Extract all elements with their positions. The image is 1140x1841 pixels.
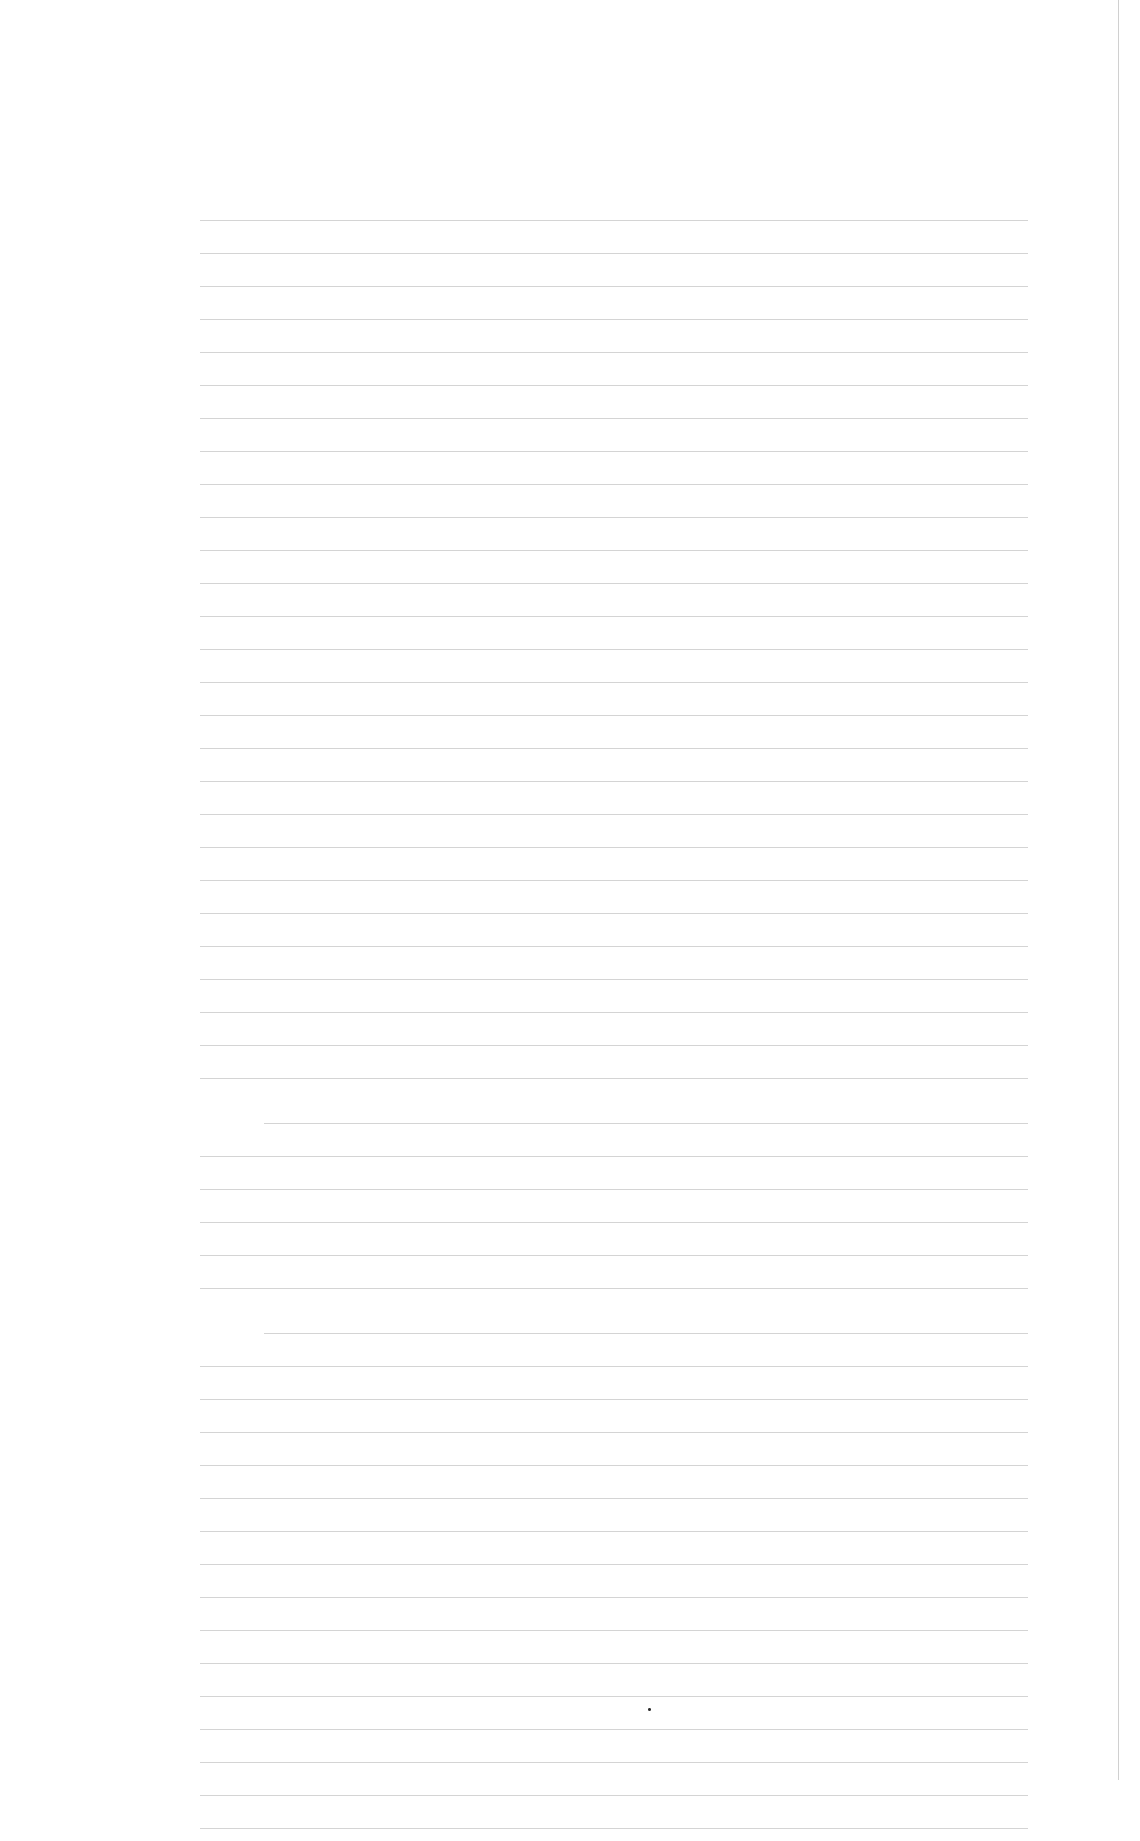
text-line <box>200 221 1028 254</box>
text-line <box>200 386 1028 419</box>
text-line <box>264 1091 1028 1124</box>
text-line <box>200 1157 1028 1190</box>
text-line <box>200 353 1028 386</box>
text-line <box>200 254 1028 287</box>
paragraph <box>200 188 1028 1079</box>
text-line <box>200 1124 1028 1157</box>
text-line <box>200 881 1028 914</box>
text-line <box>200 1046 1028 1079</box>
text-line <box>200 947 1028 980</box>
text-line <box>200 782 1028 815</box>
text-line <box>200 551 1028 584</box>
text-line <box>200 1466 1028 1499</box>
print-speck <box>648 1708 651 1711</box>
text-line <box>200 287 1028 320</box>
text-line <box>200 1565 1028 1598</box>
text-line <box>200 716 1028 749</box>
text-line <box>200 815 1028 848</box>
text-line <box>200 683 1028 716</box>
text-line <box>200 1532 1028 1565</box>
text-line <box>200 1013 1028 1046</box>
text-line <box>200 1796 1028 1829</box>
running-head <box>218 140 1028 180</box>
text-line <box>200 419 1028 452</box>
text-line <box>200 1367 1028 1400</box>
text-line <box>200 518 1028 551</box>
text-line <box>200 1223 1028 1256</box>
text-line <box>200 650 1028 683</box>
text-line <box>200 1433 1028 1466</box>
body-text <box>200 188 1028 1841</box>
text-line <box>200 848 1028 881</box>
text-line <box>200 1400 1028 1433</box>
text-line <box>200 188 1028 221</box>
text-line <box>200 320 1028 353</box>
text-line <box>200 452 1028 485</box>
text-line <box>200 1631 1028 1664</box>
text-line <box>200 1499 1028 1532</box>
text-line <box>200 1697 1028 1730</box>
text-line <box>200 1664 1028 1697</box>
text-line <box>200 1598 1028 1631</box>
text-line <box>200 584 1028 617</box>
text-line <box>200 1334 1028 1367</box>
text-line <box>200 1190 1028 1223</box>
text-line <box>200 1256 1028 1289</box>
margin-rule <box>1118 0 1119 1780</box>
text-line <box>200 980 1028 1013</box>
text-line <box>200 914 1028 947</box>
text-line <box>200 1730 1028 1763</box>
text-line <box>200 617 1028 650</box>
text-line <box>200 485 1028 518</box>
text-line <box>264 1301 1028 1334</box>
paragraph <box>200 1301 1028 1829</box>
paragraph <box>200 1091 1028 1289</box>
text-line <box>200 749 1028 782</box>
